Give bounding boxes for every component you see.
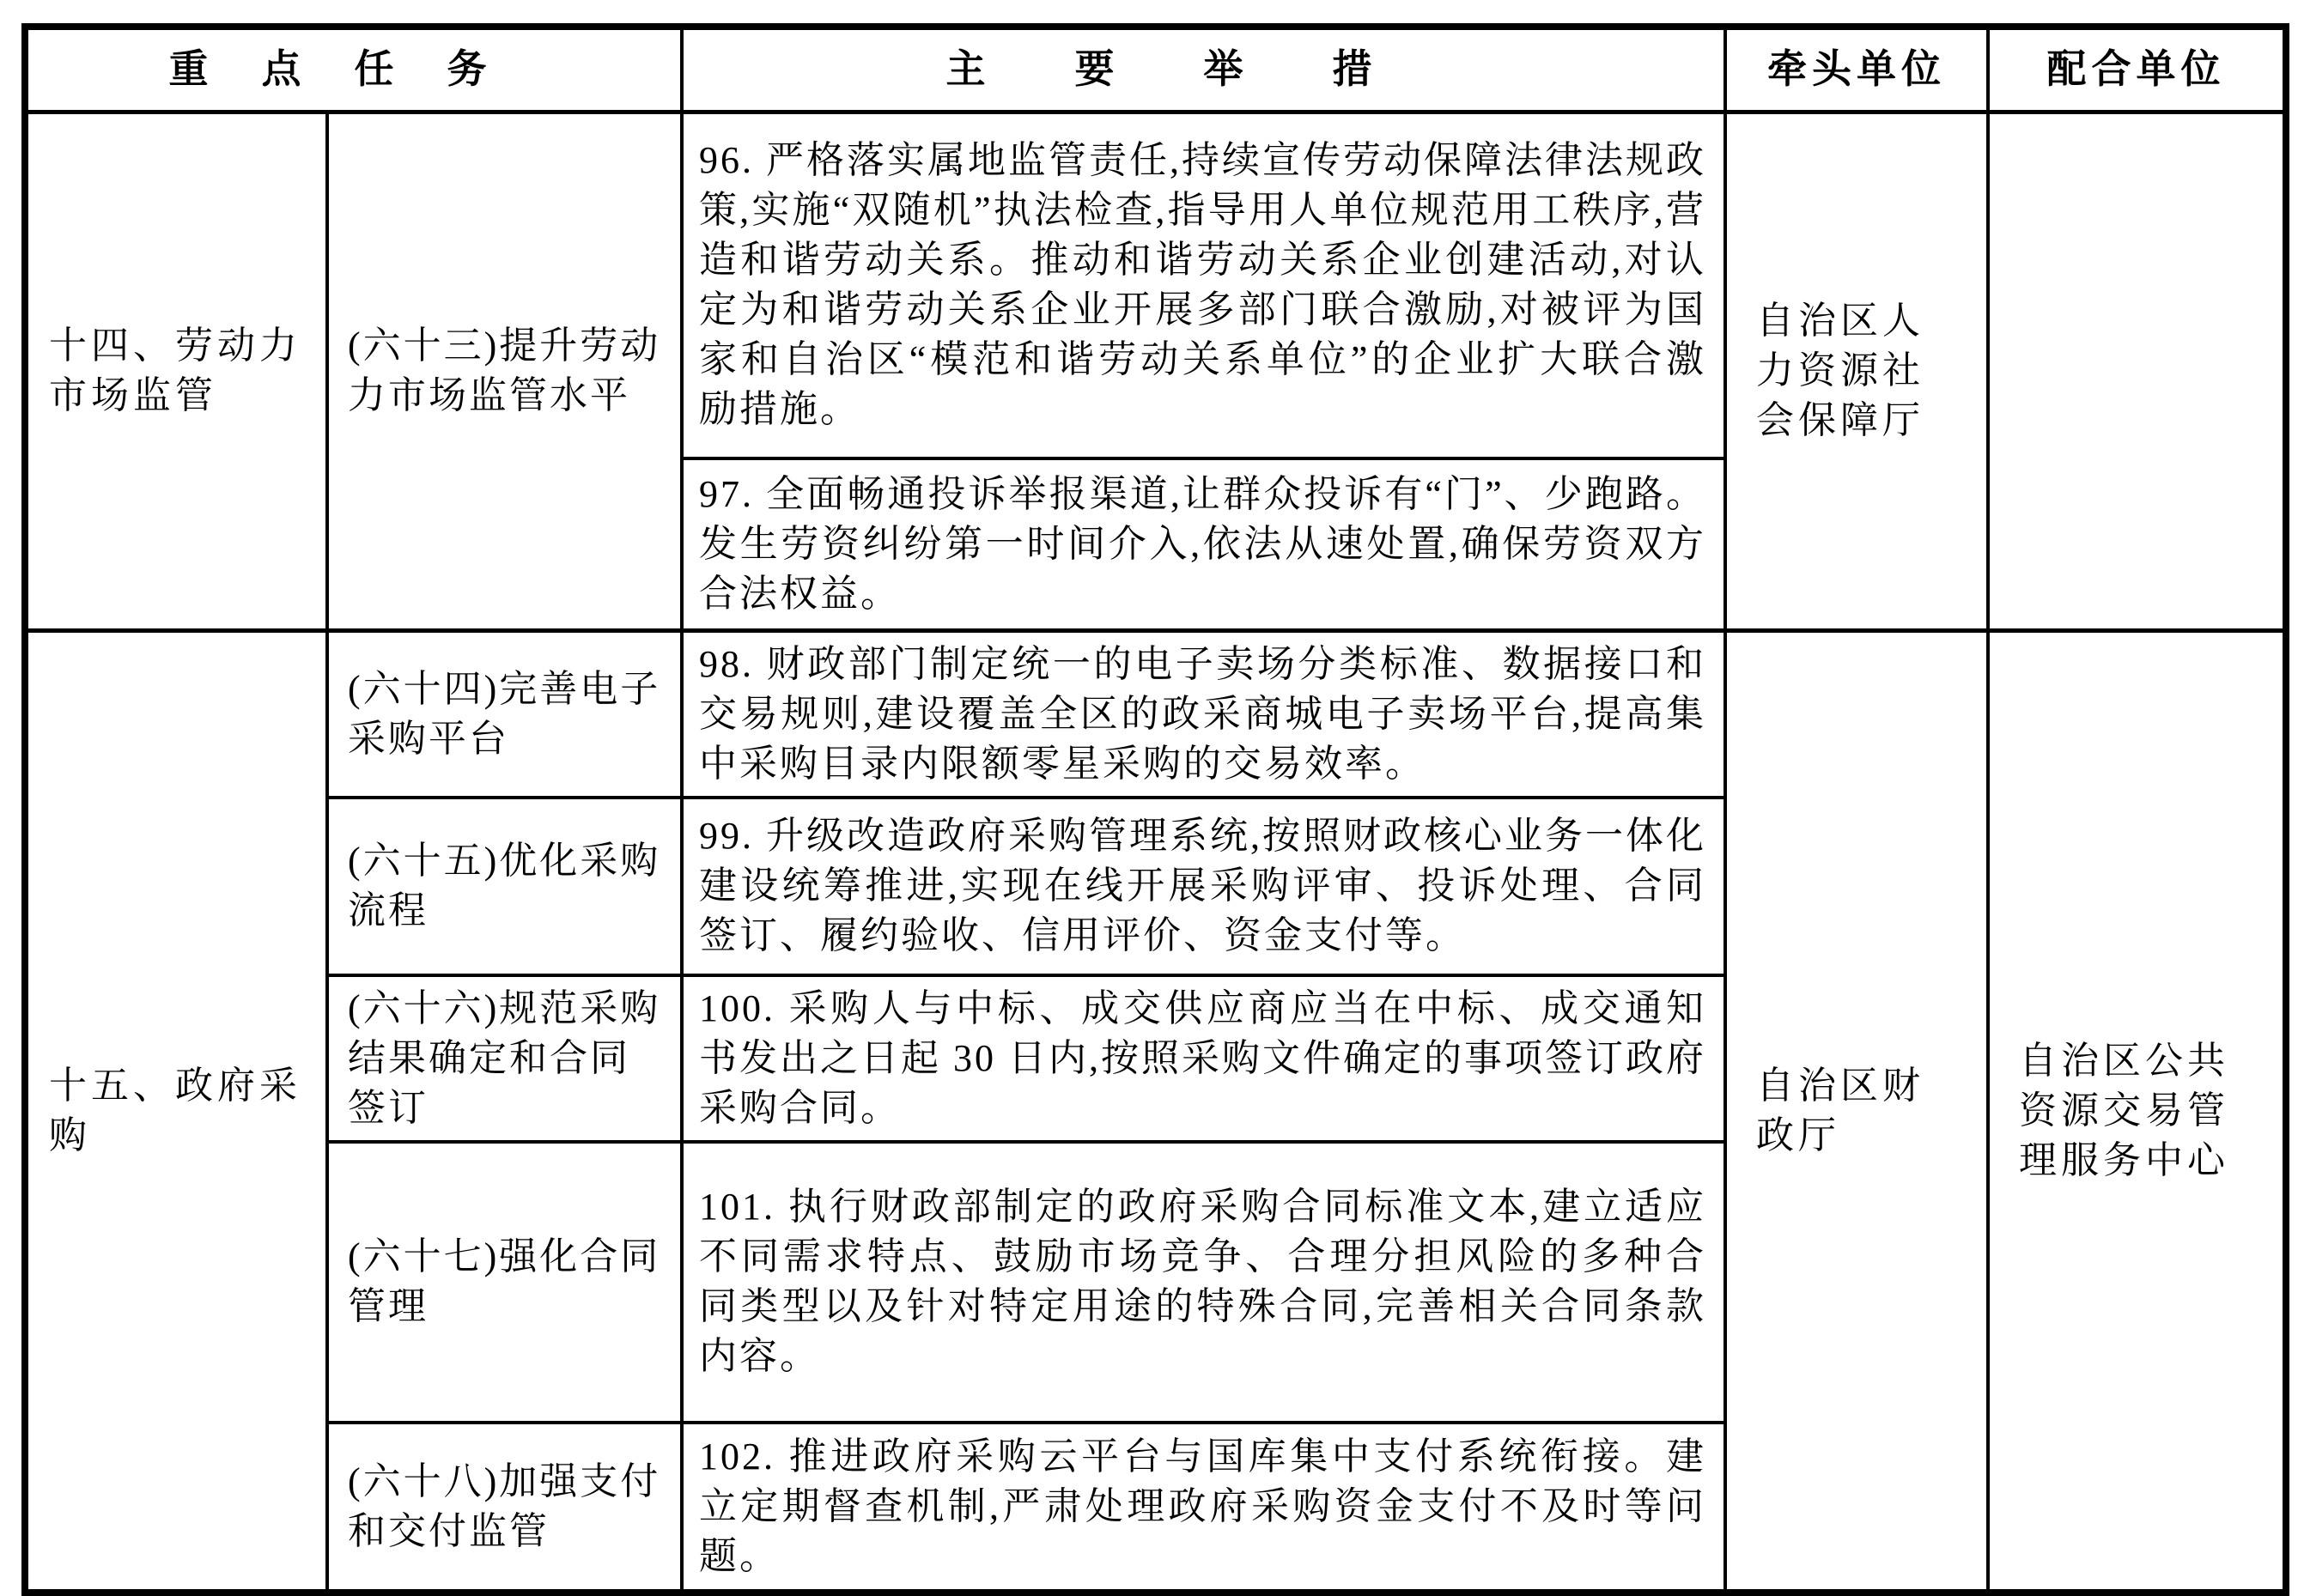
measure-cell-99: 99. 升级改造政府采购管理系统,按照财政核心业务一体化建设统筹推进,实现在线开展采购评审、投诉处理、合同签订、履约验收、信用评价、资金支付等。: [682, 798, 1725, 975]
task-cell-68: (六十八)加强支付和交付监管: [327, 1423, 682, 1593]
category-cell-14: 十四、劳动力市场监管: [25, 112, 327, 630]
header-key-tasks: 重点任务: [25, 27, 682, 112]
task-cell-65: (六十五)优化采购流程: [327, 798, 682, 975]
support-unit-cell-14: [1988, 112, 2286, 630]
measure-cell-101: 101. 执行财政部制定的政府采购合同标准文本,建立适应不同需求特点、鼓励市场竞争、合理分担风险的多种合同类型以及针对特定用途的特殊合同,完善相关合同条款内容。: [682, 1142, 1725, 1423]
category-cell-15: 十五、政府采购: [25, 630, 327, 1593]
table-row-measure-96: [25, 112, 2286, 458]
measure-cell-102: 102. 推进政府采购云平台与国库集中支付系统衔接。建立定期督查机制,严肃处理政府采购资金支付不及时等问题。: [682, 1423, 1725, 1593]
header-lead-unit: 牵头单位: [1725, 27, 1988, 112]
key-tasks-table: [21, 23, 2289, 1596]
task-cell-63: (六十三)提升劳动力市场监管水平: [327, 112, 682, 630]
task-cell-66: (六十六)规范采购结果确定和合同签订: [327, 975, 682, 1142]
lead-unit-cell-15: 自治区财政厅: [1725, 630, 1988, 1593]
header-main-measures: 主要举措: [682, 27, 1725, 112]
support-unit-cell-15: 自治区公共资源交易管理服务中心: [1988, 630, 2286, 1593]
measure-cell-97: 97. 全面畅通投诉举报渠道,让群众投诉有“门”、少跑路。发生劳资纠纷第一时间介入,依法从速处置,确保劳资双方合法权益。: [682, 458, 1725, 630]
measure-cell-96: 96. 严格落实属地监管责任,持续宣传劳动保障法律法规政策,实施“双随机”执法检查,指导用人单位规范用工秩序,营造和谐劳动关系。推动和谐劳动关系企业创建活动,对认定为和谐劳动关系企业开展多部门联合激励,对被评为国家和自治区“模范和谐劳动关系单位”的企业扩大联合激励措施。: [682, 112, 1725, 458]
measure-cell-98: 98. 财政部门制定统一的电子卖场分类标准、数据接口和交易规则,建设覆盖全区的政采商城电子卖场平台,提高集中采购目录内限额零星采购的交易效率。: [682, 630, 1725, 798]
measure-cell-100: 100. 采购人与中标、成交供应商应当在中标、成交通知书发出之日起 30 日内,按照采购文件确定的事项签订政府采购合同。: [682, 975, 1725, 1142]
task-cell-67: (六十七)强化合同管理: [327, 1142, 682, 1423]
table-header-row: [25, 27, 2286, 112]
task-cell-64: (六十四)完善电子采购平台: [327, 630, 682, 798]
table-row-measure-98: [25, 630, 2286, 798]
lead-unit-cell-14: 自治区人力资源社会保障厅: [1725, 112, 1988, 630]
header-support-unit: 配合单位: [1988, 27, 2286, 112]
